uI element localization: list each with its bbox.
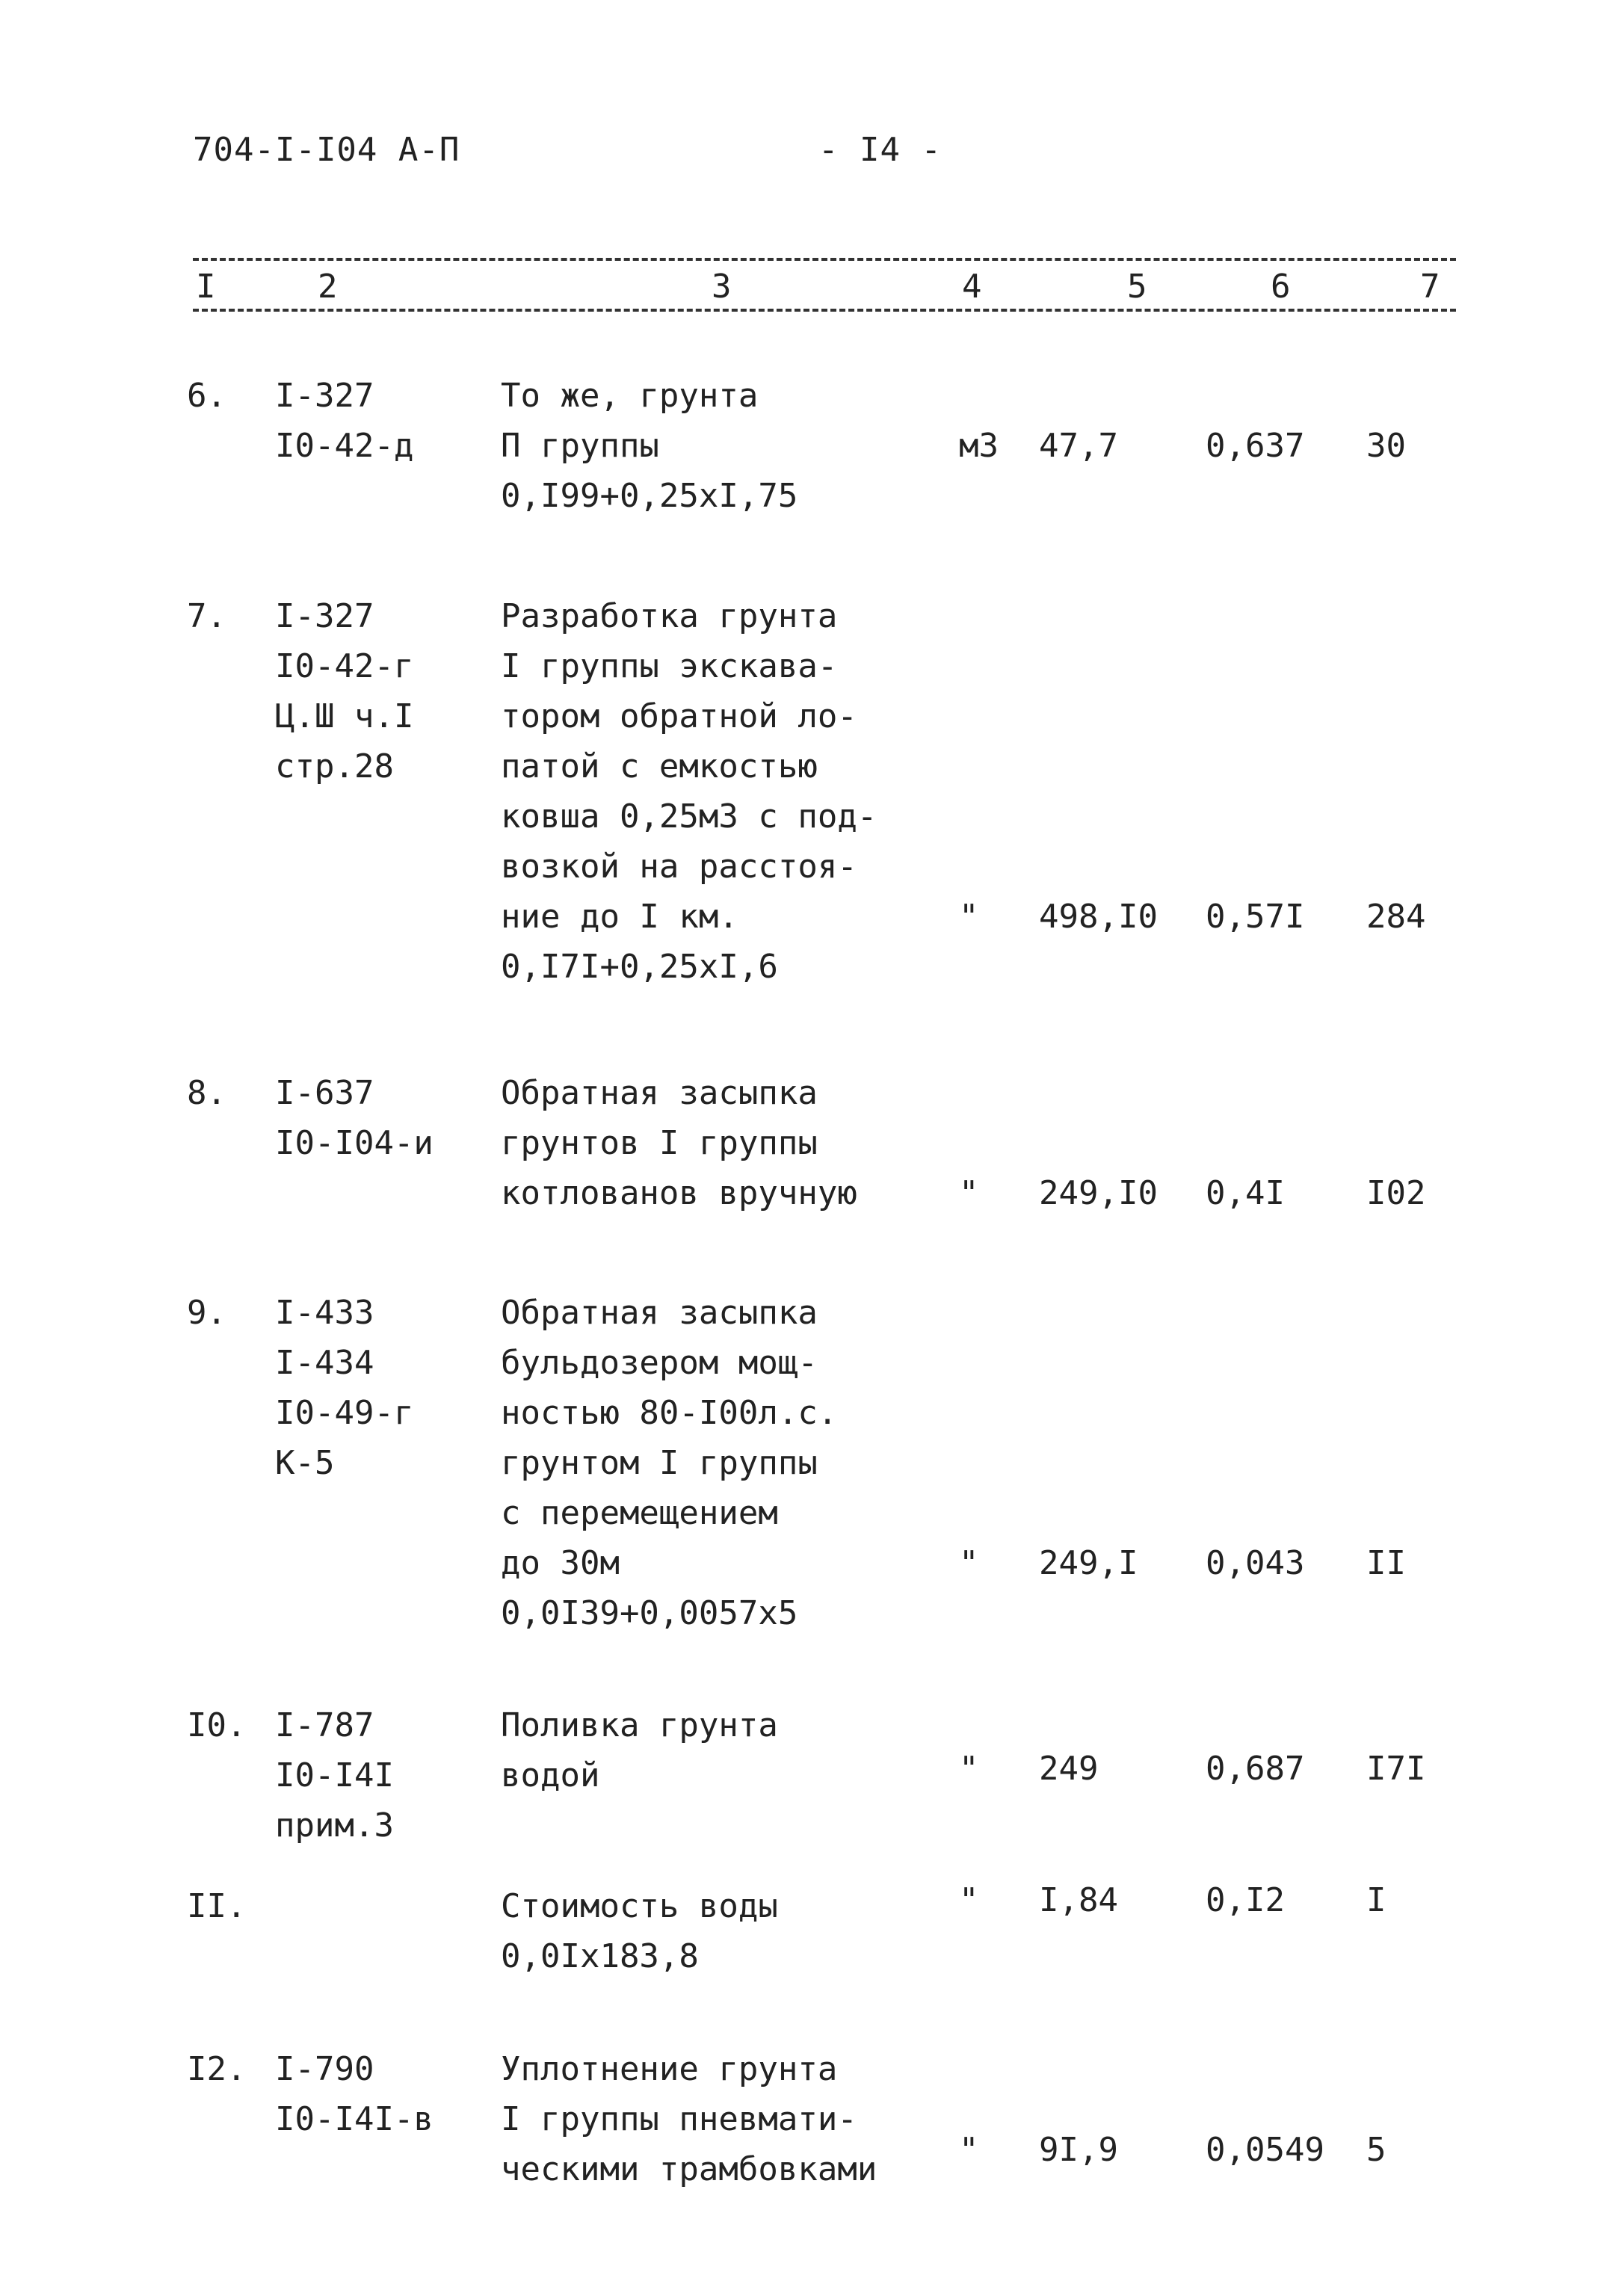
- row-description: Поливка грунта водой: [501, 1706, 778, 1794]
- row-quantity: 9I,9: [1039, 2131, 1118, 2169]
- row-quantity: I,84: [1039, 1881, 1118, 1919]
- row-number: 7.: [187, 597, 226, 635]
- row-total: I02: [1366, 1174, 1426, 1212]
- row-total: I7I: [1366, 1750, 1426, 1788]
- row-norm-code: I-637 I0-I04-и: [275, 1074, 434, 1162]
- row-description: Обратная засыпка бульдозером мощ- ностью 80-I00л.с. грунтом I группы с перемещением до 30м 0,0I39+0,0057x5: [501, 1294, 838, 1632]
- row-total: 5: [1366, 2131, 1386, 2169]
- row-norm-code: I-790 I0-I4I-в: [275, 2050, 434, 2138]
- row-description: Разработка грунта I группы экскава- тором обратной ло- патой с емкостью ковша 0,25м3 с под- возкой на расстоя- ние до I км. 0,I7I+0,25xI,6: [501, 597, 877, 986]
- row-rate: 0,043: [1206, 1544, 1305, 1582]
- row-rate: 0,687: [1206, 1750, 1305, 1788]
- row-rate: 0,637: [1206, 427, 1305, 465]
- row-quantity: 249: [1039, 1750, 1099, 1788]
- table-rule-top: [193, 258, 1456, 261]
- row-quantity: 47,7: [1039, 427, 1118, 465]
- row-unit: ": [959, 898, 979, 936]
- row-quantity: 498,I0: [1039, 898, 1158, 936]
- row-rate: 0,I2: [1206, 1881, 1285, 1919]
- row-description: Стоимость воды 0,0Ix183,8: [501, 1887, 778, 1975]
- page-number: - I4 -: [818, 131, 942, 169]
- row-norm-code: I-327 I0-42-д: [275, 377, 414, 465]
- row-number: 8.: [187, 1074, 226, 1112]
- table-rule-bottom: [193, 309, 1456, 312]
- row-unit: ": [959, 1174, 979, 1212]
- row-norm-code: I-787 I0-I4I прим.3: [275, 1706, 394, 1845]
- row-unit: ": [959, 2131, 979, 2169]
- row-unit: м3: [959, 427, 999, 465]
- column-number-2: 2: [318, 268, 338, 306]
- row-total: I: [1366, 1881, 1386, 1919]
- row-rate: 0,0549: [1206, 2131, 1324, 2169]
- column-number-7: 7: [1420, 268, 1440, 306]
- row-unit: ": [959, 1544, 979, 1582]
- row-unit: ": [959, 1750, 979, 1788]
- row-number: I2.: [187, 2050, 247, 2088]
- row-number: I0.: [187, 1706, 247, 1744]
- document-code: 704-I-I04 А-П: [193, 131, 460, 169]
- column-number-5: 5: [1127, 268, 1147, 306]
- column-number-3: 3: [712, 268, 732, 306]
- column-number-4: 4: [962, 268, 982, 306]
- row-rate: 0,4I: [1206, 1174, 1285, 1212]
- row-quantity: 249,I: [1039, 1544, 1138, 1582]
- row-description: То же, грунта П группы 0,I99+0,25xI,75: [501, 377, 798, 515]
- row-rate: 0,57I: [1206, 898, 1305, 936]
- row-total: 30: [1366, 427, 1406, 465]
- row-unit: ": [959, 1881, 979, 1919]
- row-number: II.: [187, 1887, 247, 1925]
- row-norm-code: I-433 I-434 I0-49-г К-5: [275, 1294, 414, 1482]
- row-description: Уплотнение грунта I группы пневмати- ческими трамбовками: [501, 2050, 877, 2188]
- row-number: 9.: [187, 1294, 226, 1332]
- column-number-1: I: [196, 268, 216, 306]
- row-quantity: 249,I0: [1039, 1174, 1158, 1212]
- row-norm-code: I-327 I0-42-г Ц.Ш ч.I стр.28: [275, 597, 414, 786]
- row-number: 6.: [187, 377, 226, 415]
- row-description: Обратная засыпка грунтов I группы котлованов вручную: [501, 1074, 857, 1212]
- row-total: 284: [1366, 898, 1426, 936]
- row-total: II: [1366, 1544, 1406, 1582]
- column-number-6: 6: [1271, 268, 1291, 306]
